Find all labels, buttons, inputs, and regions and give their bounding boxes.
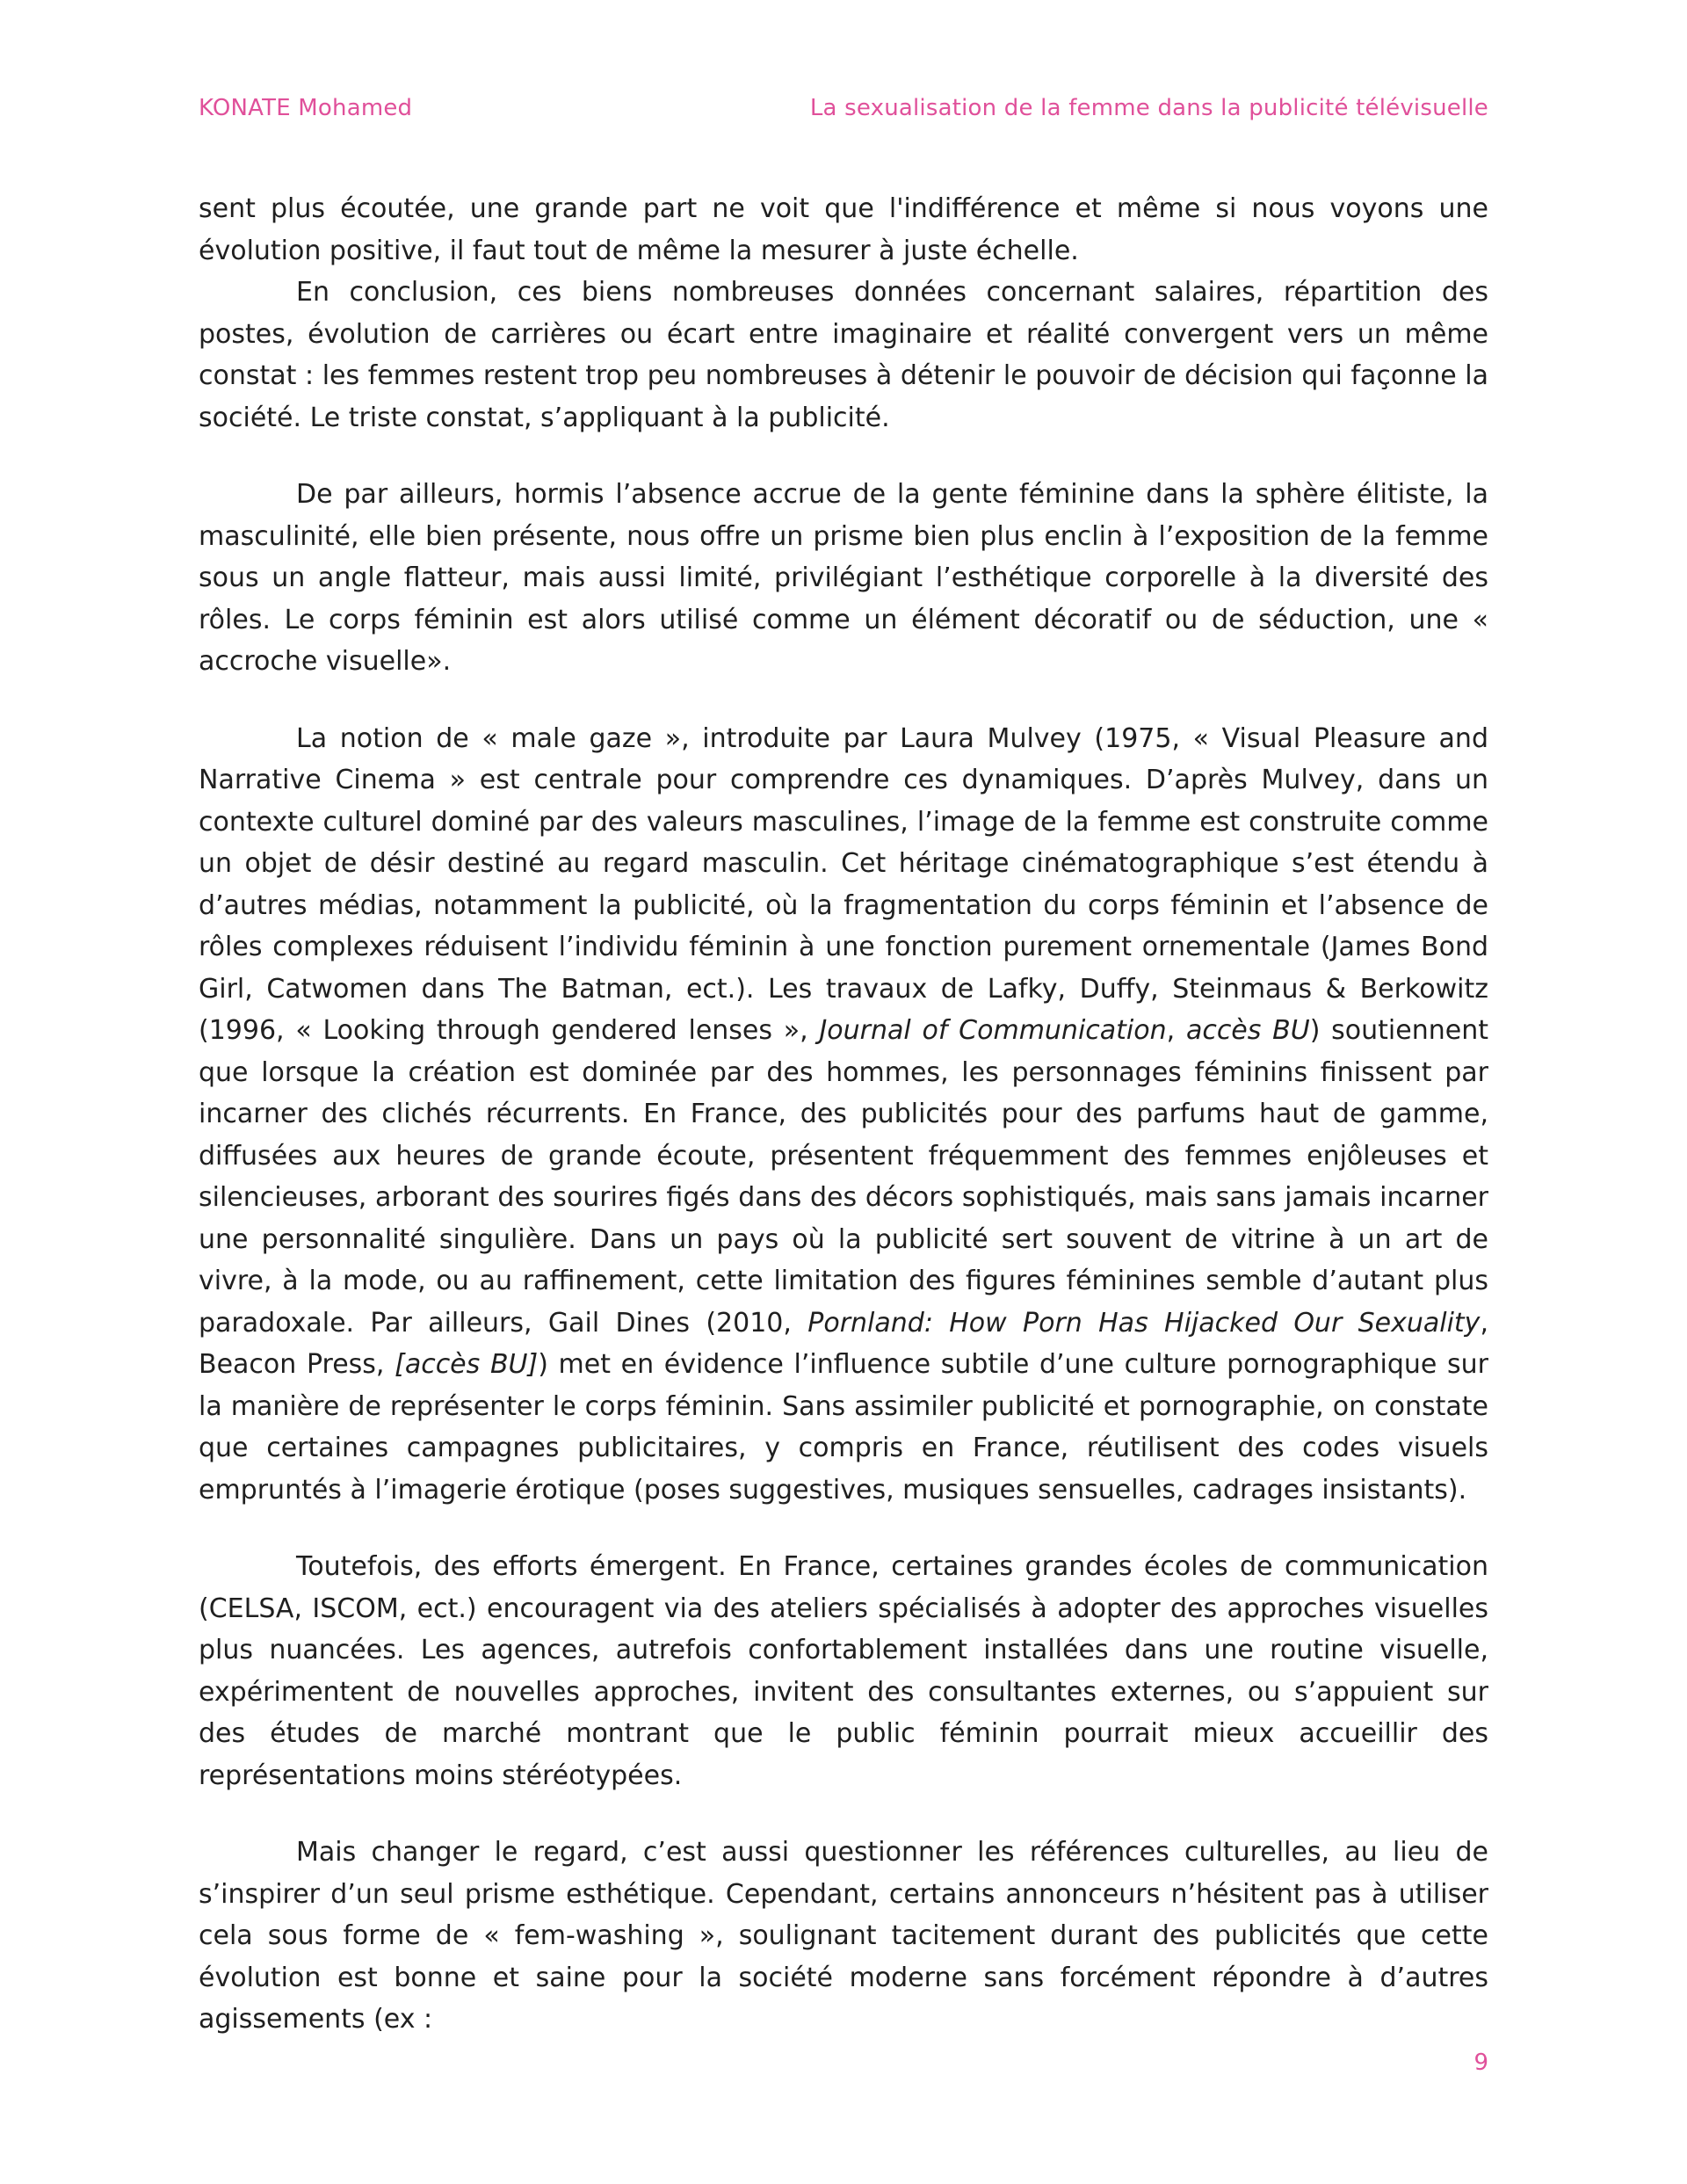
text-run: , Beacon Press, (199, 1307, 1488, 1380)
text-run: ) met en évidence l’influence subtile d’une culture pornographique sur la manière de représenter le corps féminin. Sans assimiler publicité et pornographie, on constate que certaines campagnes publicitaires, y compris en France, réutilisent des codes visuels empruntés à l’imagerie érotique (poses suggestives, musiques sensuelles, cadrages insistants). (199, 1349, 1488, 1506)
citation-access: [accès BU] (395, 1349, 539, 1380)
paragraph-male-gaze (199, 718, 1488, 1512)
text-run: , (1166, 1015, 1186, 1046)
citation-book: Pornland: How Porn Has Hijacked Our Sexuality (807, 1307, 1481, 1339)
paragraph-efforts: Toutefois, des efforts émergent. En France, certaines grandes écoles de communication (CELSA, ISCOM, ect.) encouragent via des ateliers spécialisés à adopter des approches visuelles plus nuancées. Les agences, autrefois confortablement installées dans une routine visuelle, expérimentent de nouvelles approches, invitent des consultantes externes, ou s’appuient sur des études de marché montrant que le public féminin pourrait mieux accueillir des représentations moins stéréotypées. (199, 1551, 1488, 1791)
page-header (199, 95, 1488, 130)
citation-journal: Journal of Communication (819, 1015, 1167, 1046)
paragraph-masculinity: De par ailleurs, hormis l’absence accrue de la gente féminine dans la sphère élitiste, la masculinité, elle bien présente, nous offre un prisme bien plus enclin à l’exposition de la femme sous un angle flatteur, mais aussi limité, privilégiant l’esthétique corporelle à la diversité des rôles. Le corps féminin est alors utilisé comme un élément décoratif ou de séduction, une « accroche visuelle». (199, 479, 1488, 677)
citation-access: accès BU (1185, 1015, 1310, 1046)
body-text (199, 188, 1488, 2041)
header-author: KONATE Mohamed (199, 95, 413, 121)
paragraph-conclusion: En conclusion, ces biens nombreuses données concernant salaires, répartition des postes, évolution de carrières ou écart entre imaginaire et réalité convergent vers un même constat : les femmes restent trop peu nombreuses à détenir le pouvoir de décision qui façonne la société. Le triste constat, s’appliquant à la publicité. (199, 277, 1488, 433)
page-number: 9 (1473, 2050, 1488, 2076)
paragraph-fem-washing: Mais changer le regard, c’est aussi questionner les références culturelles, au lieu de s’inspirer d’un seul prisme esthétique. Cependant, certains annonceurs n’hésitent pas à utiliser cela sous forme de « fem-washing », soulignant tacitement durant des publicités que cette évolution est bonne et saine pour la société moderne sans forcément répondre à d’autres agissements (ex : (199, 1837, 1488, 2035)
header-title: La sexualisation de la femme dans la publicité télévisuelle (809, 95, 1488, 121)
text-run: La notion de « male gaze », introduite par Laura Mulvey (1975, « Visual Pleasure and Narrative Cinema » est centrale pour comprendre ces dynamiques. D’après Mulvey, dans un contexte culturel dominé par des valeurs masculines, l’image de la femme est construite comme un objet de désir destiné au regard masculin. Cet héritage cinématographique s’est étendu à d’autres médias, notamment la publicité, où la fragmentation du corps féminin et l’absence de rôles complexes réduisent l’individu féminin à une fonction purement ornementale (James Bond Girl, Catwomen dans The Batman, ect.). Les travaux de Lafky, Duffy, Steinmaus & Berkowitz (1996, « Looking through gendered lenses », (199, 722, 1488, 1046)
text-run: ) soutiennent que lorsque la création est dominée par des hommes, les personnages féminins finissent par incarner des clichés récurrents. En France, des publicités pour des parfums haut de gamme, diffusées aux heures de grande écoute, présentent fréquemment des femmes enjôleuses et silencieuses, arborant des sourires figés dans des décors sophistiqués, mais sans jamais incarner une personnalité singulière. Dans un pays où la publicité sert souvent de vitrine à un art de vivre, à la mode, ou au raffinement, cette limitation des figures féminines semble d’autant plus paradoxale. Par ailleurs, Gail Dines (2010, (199, 1015, 1488, 1339)
paragraph-continuation: sent plus écoutée, une grande part ne voit que l'indifférence et même si nous voyons une évolution positive, il faut tout de même la mesurer à juste échelle. (199, 193, 1488, 266)
